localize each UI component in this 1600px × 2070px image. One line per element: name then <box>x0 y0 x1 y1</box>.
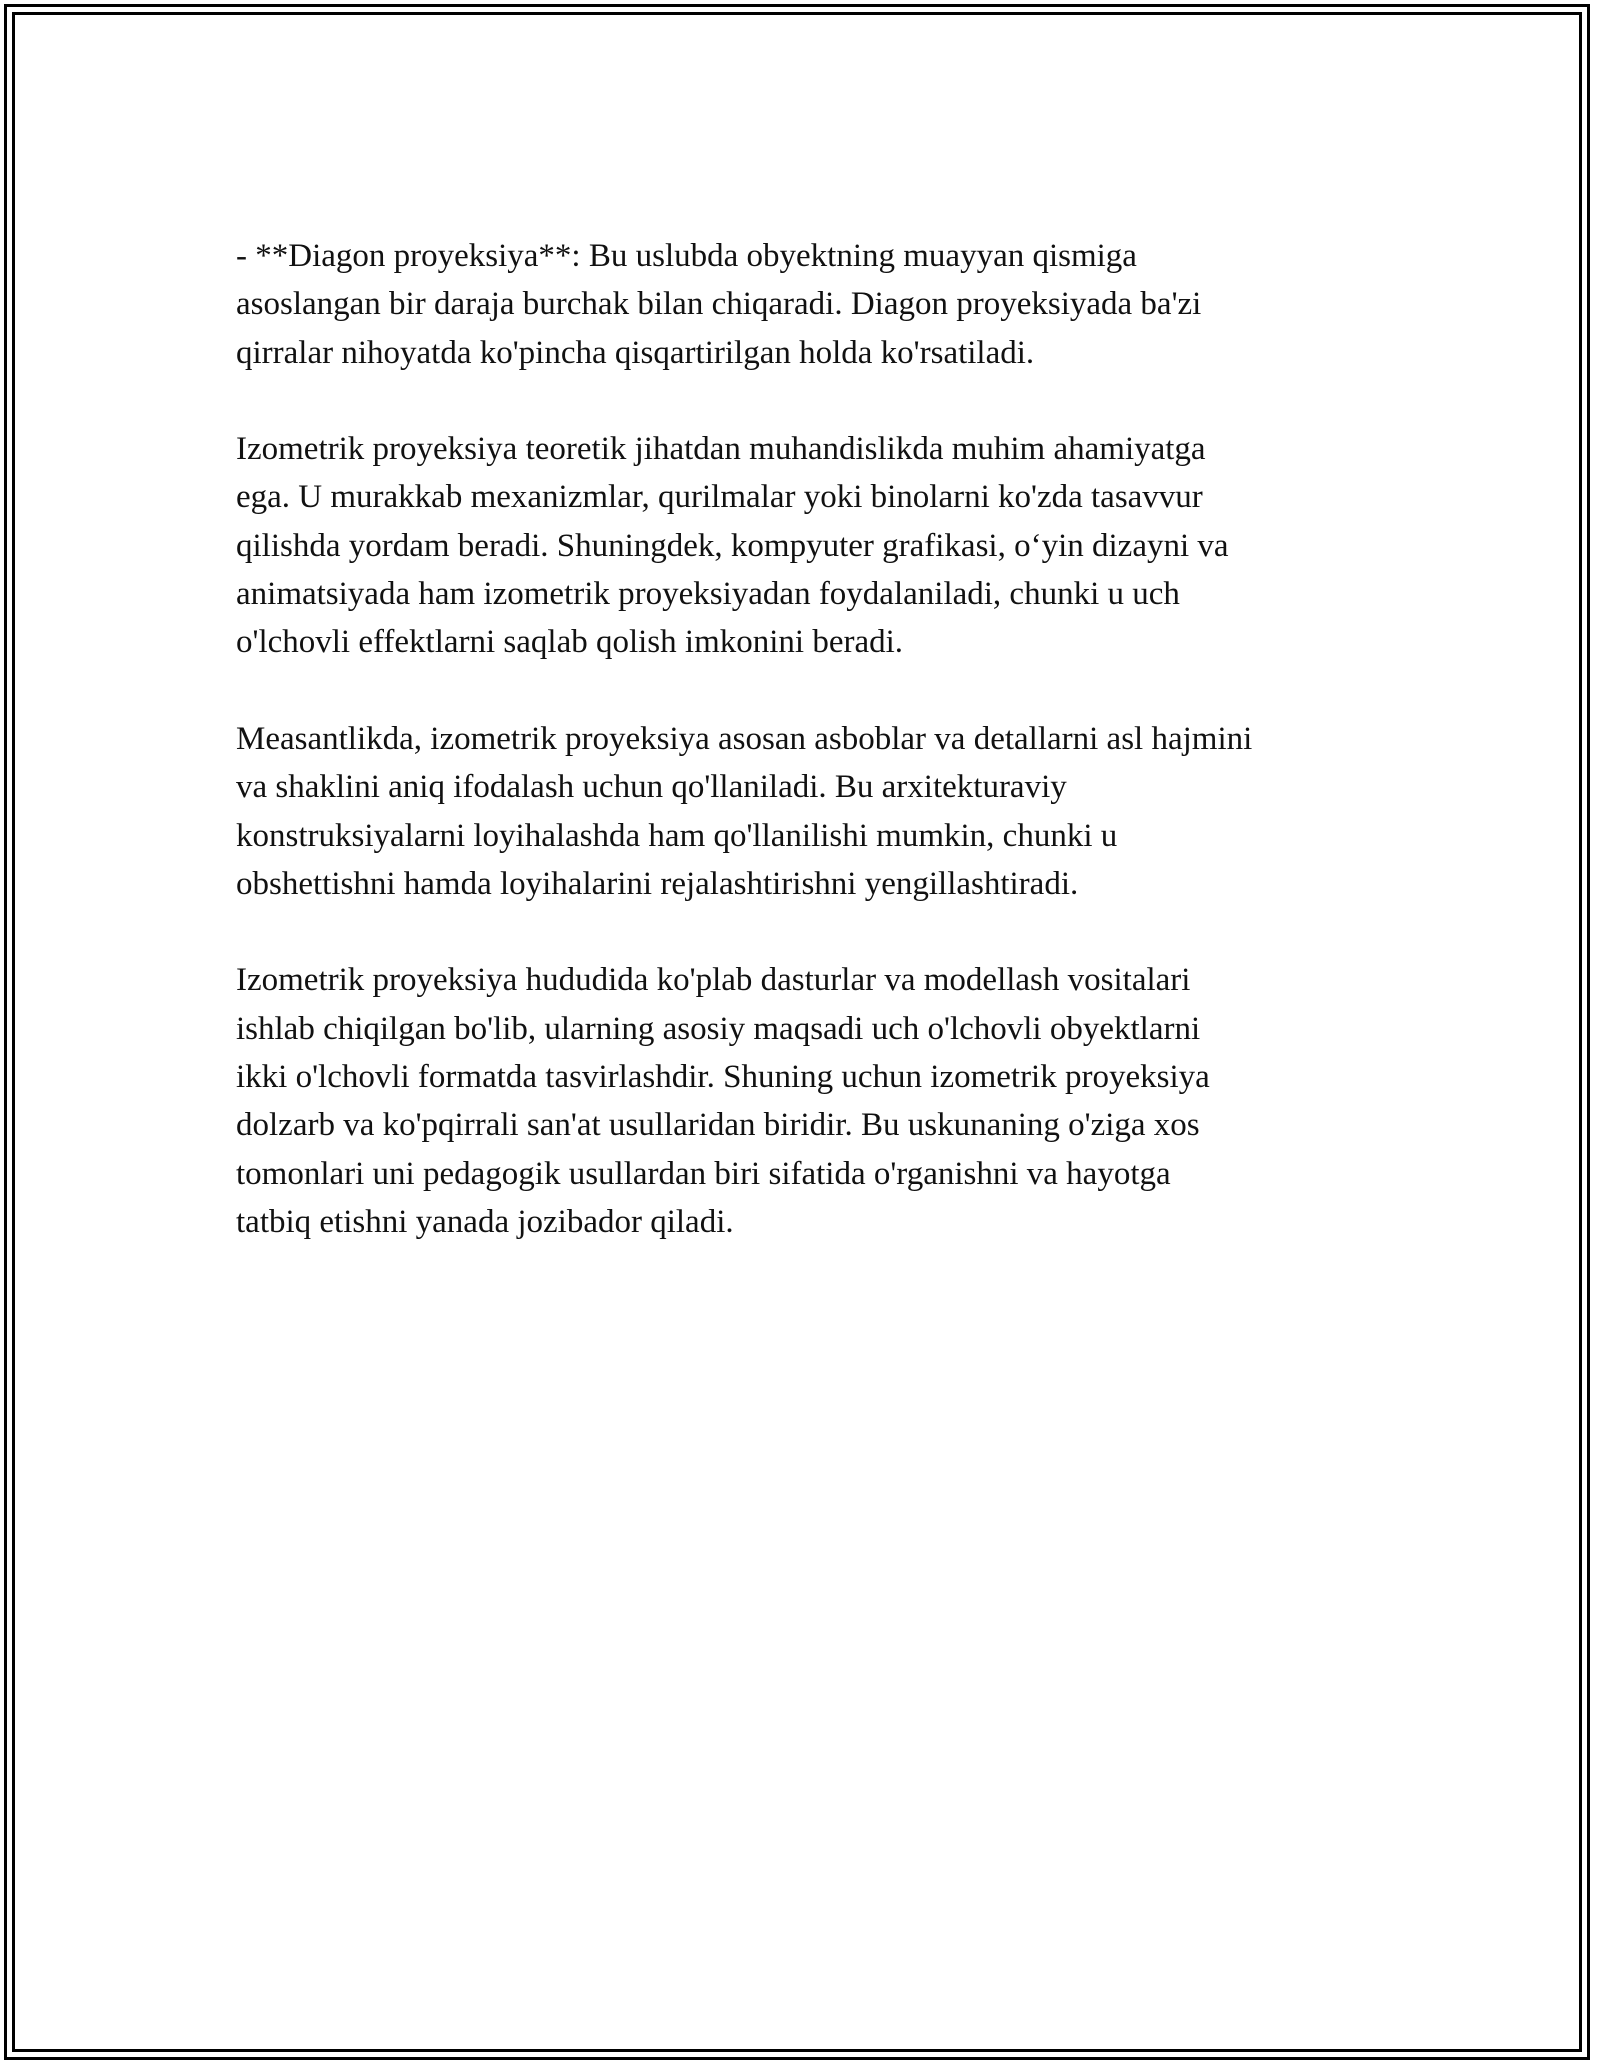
document-body <box>236 232 1376 1295</box>
paragraph-diagon-proyeksiya: - **Diagon proyeksiya**: Bu uslubda obyektning muayyan qismiga asoslangan bir daraja burchak bilan chiqaradi. Diagon proyeksiyada ba'zi qirralar nihoyatda ko'pincha qisqartirilgan holda ko'rsatiladi. <box>236 238 1202 371</box>
paragraph-dasturlar-va-vositalar: Izometrik proyeksiya hududida ko'plab dasturlar va modellash vositalari ishlab chiqilgan bo'lib, ularning asosiy maqsadi uch o'lchovli obyektlarni ikki o'lchovli formatda tasvirlashdir. Shuning uchun izometrik proyeksiya dolzarb va ko'pqirrali san'at usullaridan biridir. Bu uskunaning o'ziga xos tomonlari uni pedagogik usullardan biri sifatida o'rganishni va hayotga tatbiq etishni yanada jozibador qiladi. <box>236 962 1210 1240</box>
paragraph-izometrik-ahamiyati: Izometrik proyeksiya teoretik jihatdan muhandislikda muhim ahamiyatga ega. U murakkab mexanizmlar, qurilmalar yoki binolarni ko'zda tasavvur qilishda yordam beradi. Shuningdek, kompyuter grafikasi, o‘yin dizayni va animatsiyada ham izometrik proyeksiyadan foydalaniladi, chunki u uch o'lchovli effektlarni saqlab qolish imkonini beradi. <box>236 431 1229 661</box>
paragraph-measantlikda: Measantlikda, izometrik proyeksiya asosan asboblar va detallarni asl hajmini va shaklini aniq ifodalash uchun qo'llaniladi. Bu arxitekturaviy konstruksiyalarni loyihalashda ham qo'llanilishi mumkin, chunki u obshettishni hamda loyihalarini rejalashtirishni yengillashtiradi. <box>236 720 1253 902</box>
